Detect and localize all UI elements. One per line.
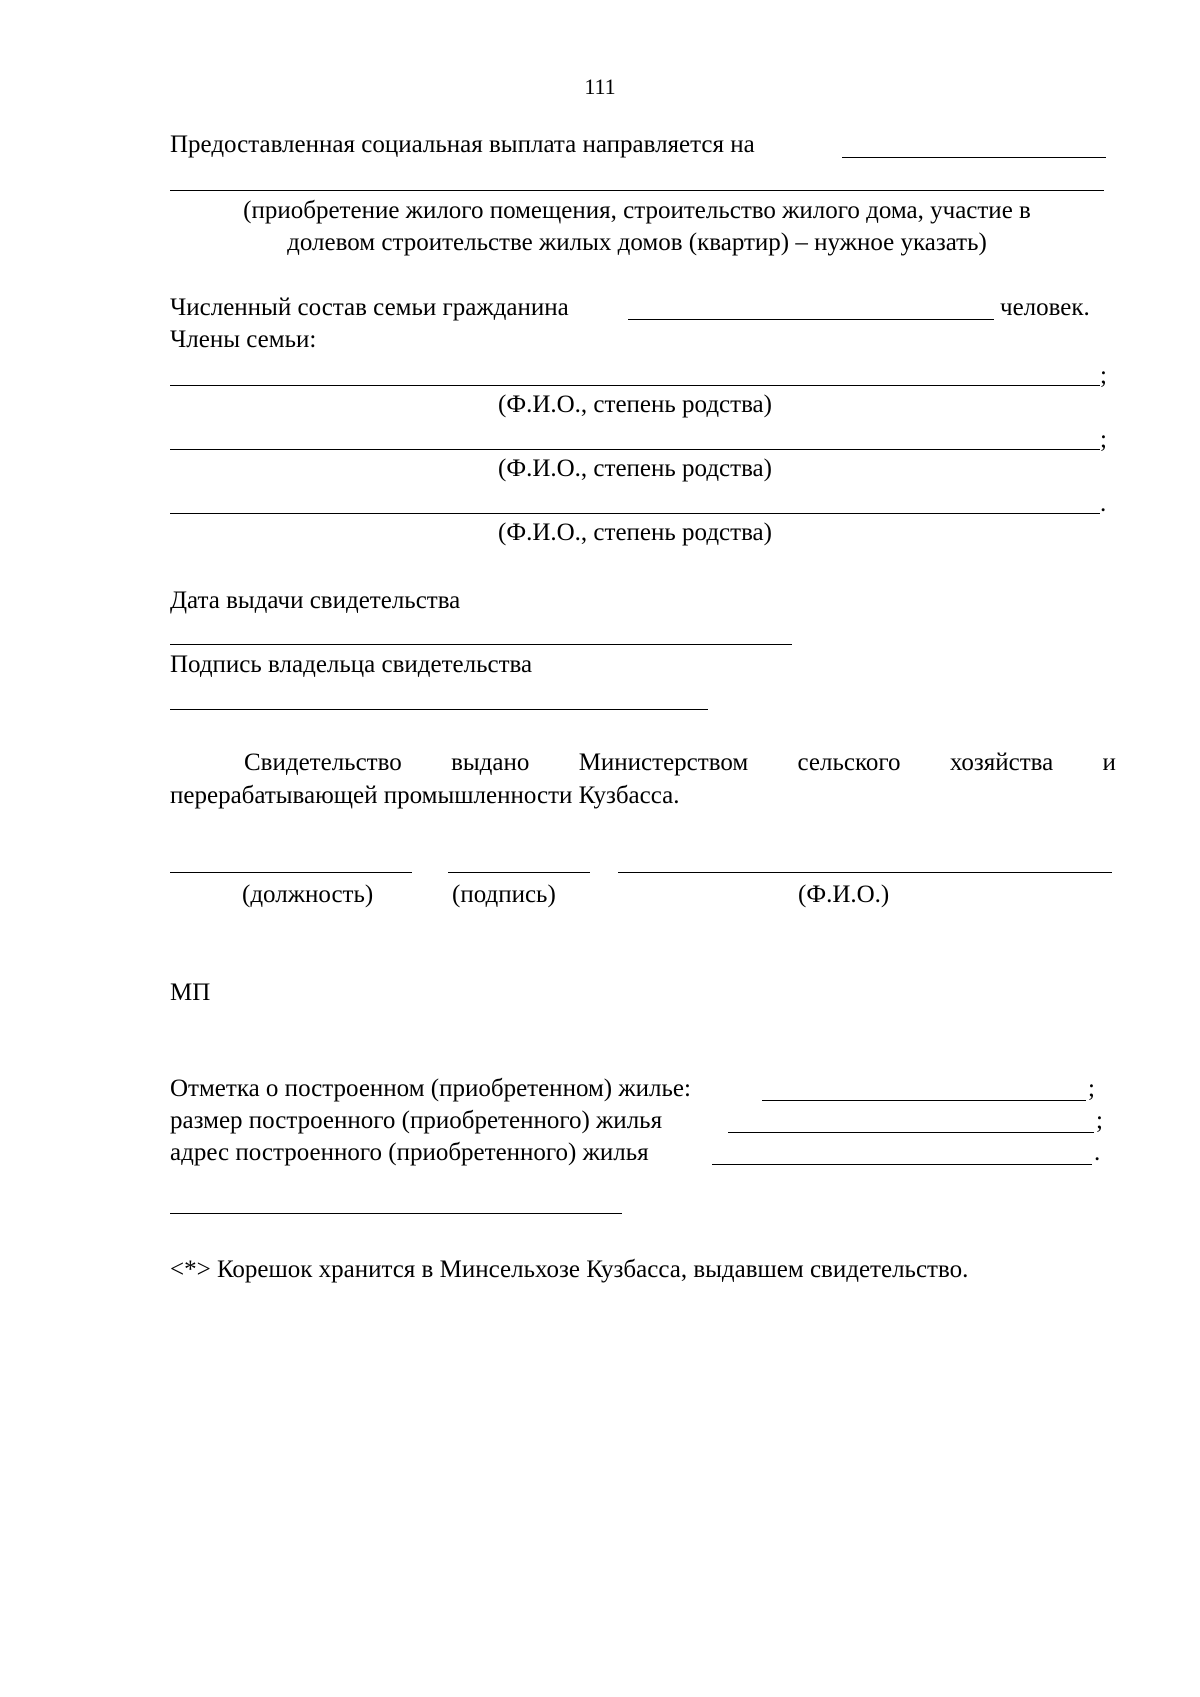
housing-address-label: адрес построенного (приобретенного) жилья [170, 1139, 649, 1166]
housing-mark-end: ; [1088, 1075, 1095, 1102]
family-size-unit: человек. [1000, 294, 1090, 321]
payment-hint-line1: (приобретение жилого помещения, строительство жилого дома, участие в [243, 197, 1031, 224]
family-size-label: Численный состав семьи гражданина [170, 294, 569, 321]
family-member-field-3[interactable] [170, 513, 1100, 514]
housing-address-end: . [1094, 1139, 1101, 1166]
page-number: 111 [584, 74, 616, 99]
housing-size-end: ; [1096, 1107, 1103, 1134]
payment-hint-line2: долевом строительстве жилых домов (квартир) – нужное указать) [287, 229, 987, 256]
issue-date-label: Дата выдачи свидетельства [170, 587, 461, 614]
family-member-end-2: ; [1100, 426, 1107, 453]
family-member-end-3: . [1100, 490, 1107, 517]
issued-by-line2: перерабатывающей промышленности Кузбасса. [170, 782, 680, 809]
issued-by-word: Свидетельство [244, 749, 402, 776]
payment-field-line[interactable] [842, 157, 1106, 158]
family-member-end-1: ; [1100, 362, 1107, 389]
payment-field-line-2[interactable] [170, 190, 1104, 191]
footnote-separator [170, 1213, 622, 1214]
family-member-caption-2: (Ф.И.О., степень родства) [498, 455, 772, 482]
position-field[interactable] [170, 872, 412, 873]
family-member-field-2[interactable] [170, 449, 1100, 450]
name-caption: (Ф.И.О.) [798, 881, 890, 908]
issued-by-word: Министерством [578, 749, 749, 776]
family-member-field-1[interactable] [170, 385, 1100, 386]
owner-signature-label: Подпись владельца свидетельства [170, 651, 533, 678]
issued-by-word: выдано [451, 749, 530, 776]
owner-signature-field[interactable] [170, 709, 708, 710]
issued-by-line1 [170, 748, 1116, 777]
housing-address-field[interactable] [712, 1164, 1092, 1165]
stamp-label: МП [170, 979, 211, 1006]
family-member-caption-3: (Ф.И.О., степень родства) [498, 519, 772, 546]
housing-size-field[interactable] [728, 1132, 1094, 1133]
issued-by-word: сельского [797, 749, 901, 776]
signature-field[interactable] [448, 872, 590, 873]
issue-date-field[interactable] [170, 644, 792, 645]
position-caption: (должность) [242, 881, 374, 908]
issued-by-word: и [1102, 749, 1116, 776]
footnote: <*> Корешок хранится в Минсельхозе Кузбасса, выдавшем свидетельство. [170, 1256, 969, 1283]
family-members-label: Члены семьи: [170, 326, 317, 353]
family-size-field[interactable] [628, 319, 994, 320]
housing-size-label: размер построенного (приобретенного) жилья [170, 1107, 663, 1134]
family-member-caption-1: (Ф.И.О., степень родства) [498, 391, 772, 418]
name-field[interactable] [618, 872, 1112, 873]
housing-mark-label: Отметка о построенном (приобретенном) жилье: [170, 1075, 691, 1102]
signature-caption: (подпись) [452, 881, 556, 908]
housing-mark-field[interactable] [762, 1100, 1086, 1101]
payment-label: Предоставленная социальная выплата направляется на [170, 131, 755, 158]
issued-by-word: хозяйства [949, 749, 1054, 776]
